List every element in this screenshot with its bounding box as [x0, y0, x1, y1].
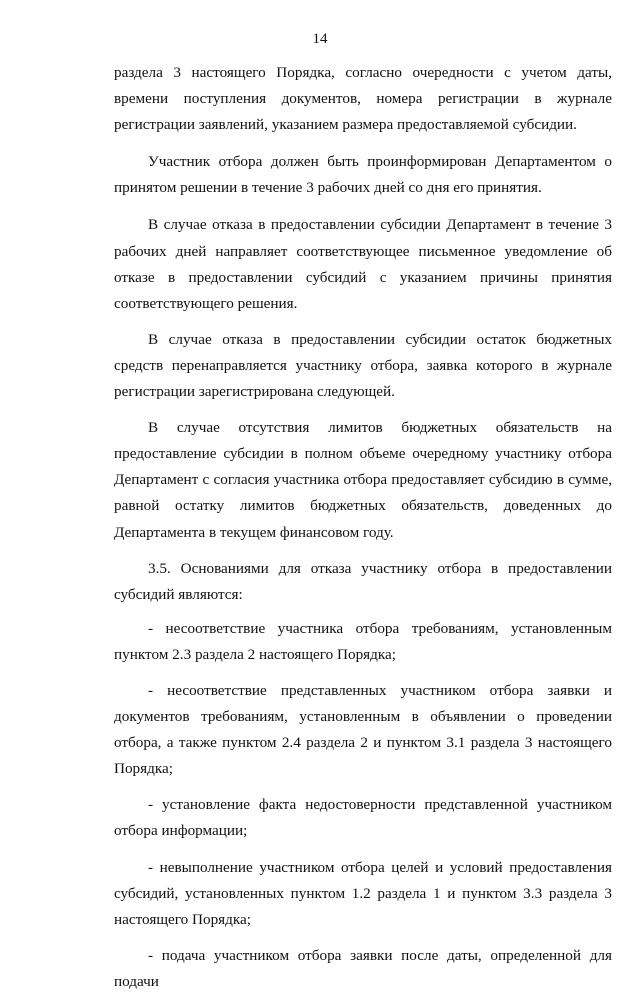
paragraph-refusal-notice: В случае отказа в предоставлении субсидии Департамент в течение 3 рабочих дней направляет соответствующее письменное уведомление об отказе в предоставлении субсидий с указанием причины принятия соответствующего решения. [114, 216, 612, 312]
paragraph-redirect-funds: В случае отказа в предоставлении субсидии остаток бюджетных средств перенаправляется участнику отбора, заявка которого в журнале регистрации зарегистрирована следующей. [114, 330, 612, 401]
list-item-requirements-mismatch: - несоответствие участника отбора требованиям, установленным пунктом 2.3 раздела 2 настоящего Порядка; [114, 619, 612, 663]
list-item-documents-mismatch: - несоответствие представленных участником отбора заявки и документов требованиям, установленным в объявлении о проведении отбора, а также пунктом 2.4 раздела 2 и пунктом 3.1 раздела 3 настоящего Порядка; [114, 681, 612, 778]
list-item-goals-not-met: - невыполнение участником отбора целей и условий предоставления субсидий, установленных пунктом 1.2 раздела 1 и пунктом 3.3 раздела 3 настоящего Порядка; [114, 858, 612, 928]
list-item-false-information: - установление факта недостоверности представленной участником отбора информации; [114, 796, 612, 840]
list-item-late-submission: - подача участником отбора заявки после даты, определенной для подачи [114, 946, 612, 990]
paragraph-continuation: раздела 3 настоящего Порядка, согласно очередности с учетом даты, времени поступления документов, номера регистрации в журнале регистрации заявлений, указанием размера предоставляемой субсидии. [114, 64, 612, 134]
page-number: 14 [312, 31, 328, 47]
paragraph-section-3-5: 3.5. Основаниями для отказа участнику отбора в предоставлении субсидий являются: [114, 559, 612, 603]
paragraph-notification: Участник отбора должен быть проинформирован Департаментом о принятом решении в течение 3 рабочих дней со дня его принятия. [114, 153, 612, 197]
document-body [114, 60, 612, 995]
paragraph-limit-shortage: В случае отсутствия лимитов бюджетных обязательств на предоставление субсидии в полном объеме очередному участнику отбора Департамент с согласия участника отбора предоставляет субсидию в сумме, равной остатку лимитов бюджетных обязательств, доведенных до Департамента в текущем финансовом году. [114, 419, 612, 541]
